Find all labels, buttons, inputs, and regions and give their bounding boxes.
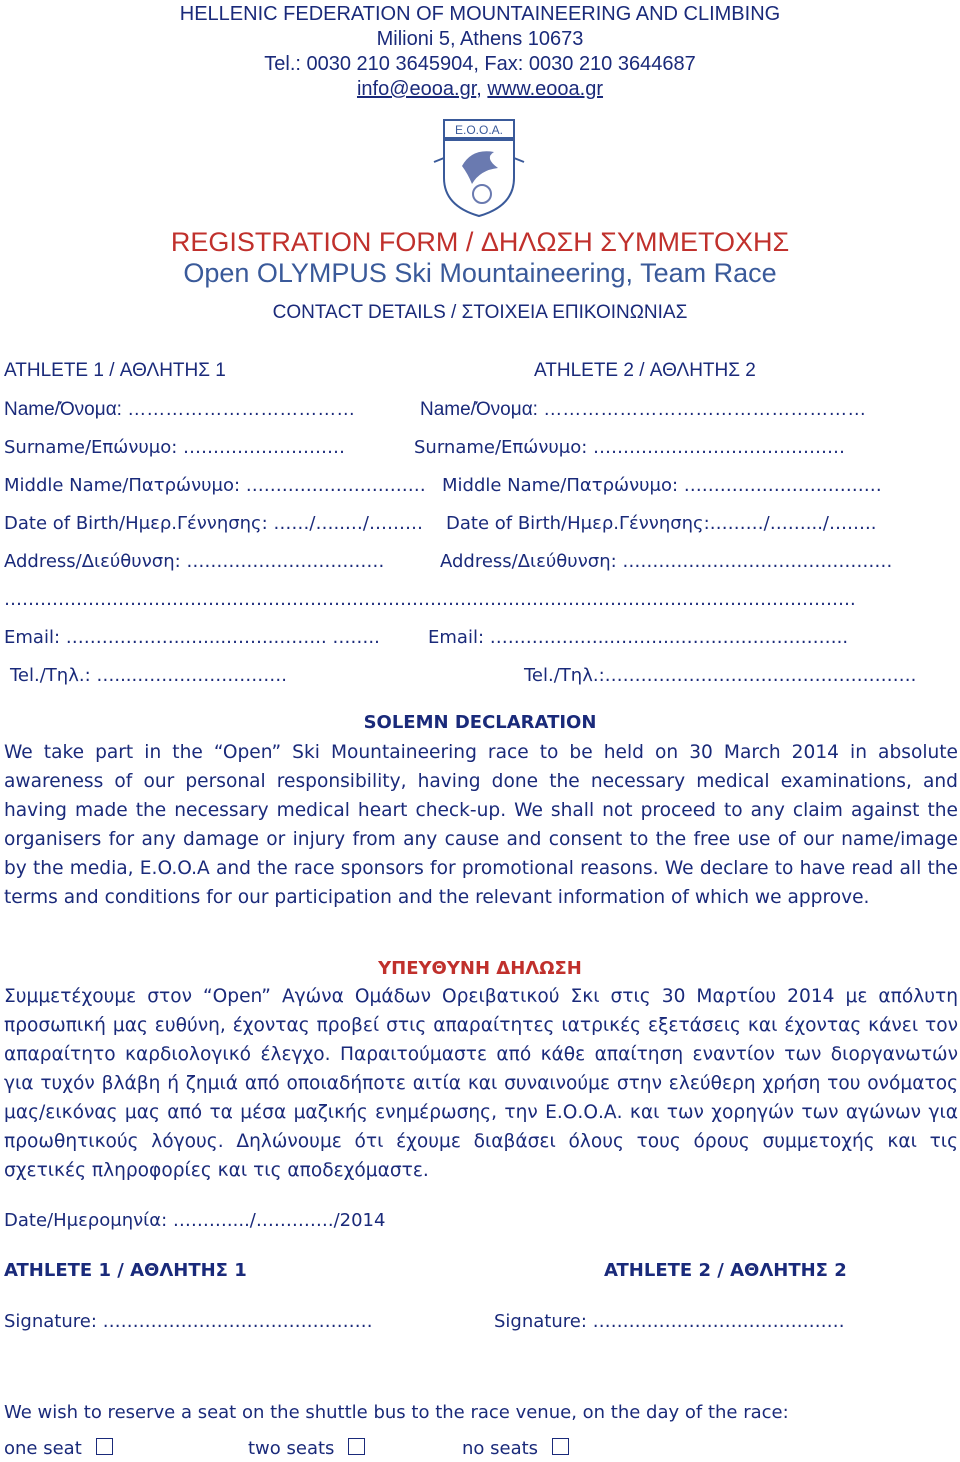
declaration-gr-part-b: Παραιτούμαστε από κάθε απαίτηση εναντίον των διοργανωτών για τυχόν βλάβη ή ζημιά από οποιαδήποτε αιτία και συναινούμε στην ελεύθερη χρήση του ονόματος μας/εικόνας μας από τα μέσα μαζικής ενημέρωσης, την Ε.Ο.Ο.Α. και των χορηγών των αγώνων για προωθητικούς λόγους. — [4, 1044, 958, 1152]
athlete-2-dob-field[interactable]: Date of Birth/Ημερ.Γέννησης:………/…….../…….. — [446, 513, 877, 534]
event-subtitle: Open OLYMPUS Ski Mountaineering, Team Race — [183, 258, 777, 288]
athlete-1-dob-field[interactable]: Date of Birth/Ημερ.Γέννησης: ……/…..…/……… — [4, 513, 423, 534]
federation-logo — [432, 118, 526, 218]
athlete-1-name-field[interactable]: Name/Όνομα: ……………………………… — [4, 399, 356, 420]
date-field[interactable]: Date/Ημερομηνία: ………..../…………./2014 — [4, 1210, 386, 1231]
athlete-1-surname-field[interactable]: Surname/Επώνυμο: ……………………… — [4, 437, 346, 458]
athlete-2-address-field[interactable]: Address/Διεύθυνση: ……………………………………… — [440, 551, 893, 572]
signature-athlete-1-heading: ATHLETE 1 / ΑΘΛΗΤΗΣ 1 — [4, 1260, 247, 1281]
signature-1-field[interactable]: Signature: ……………………………………… — [4, 1311, 373, 1332]
greek-declaration-heading: ΥΠΕΥΘΥΝΗ ΔΗΛΩΣΗ — [378, 958, 582, 979]
shuttle-option-one-seat[interactable] — [4, 1438, 113, 1459]
athlete-2-name-field[interactable]: Name/Όνομα: …………………………………………… — [420, 399, 867, 420]
declaration-en-part-a: We take part in the “Open” Ski Mountaineering race to be held on 30 March 2014 in absolute awareness of our personal responsibility, having done the necessary medical examinations, and having made the necessary medical heart check-up. — [4, 742, 958, 821]
shuttle-question: We wish to reserve a seat on the shuttle bus to the race venue, on the day of the race: — [4, 1402, 789, 1423]
declaration-en-part-b: We shall not proceed to any claim against the organisers for any damage or injury from any cause and consent to the free use of our name/image by the media, E.O.O.A and the race sponsors for promotional reasons. — [4, 800, 958, 879]
greek-declaration-text — [4, 982, 958, 1185]
athlete-2-heading: ATHLETE 2 / ΑΘΛΗΤΗΣ 2 — [534, 360, 756, 381]
shuttle-option-two-seats[interactable] — [248, 1438, 365, 1459]
option-label: two seats — [248, 1438, 335, 1459]
signature-athlete-2-heading: ATHLETE 2 / ΑΘΛΗΤΗΣ 2 — [604, 1260, 847, 1281]
checkbox-icon[interactable] — [348, 1438, 365, 1455]
declaration-gr-part-a: Συμμετέχουμε στον “Open” Αγώνα Ομάδων Ορειβατικού Σκι στις 30 Μαρτίου 2014 με απόλυτη προσωπική μας ευθύνη, έχοντας προβεί στις απαραίτητες ιατρικές εξετάσεις και έχοντας κάνει τον απαραίτητο καρδιολογικό έλεγχο. — [4, 986, 958, 1065]
athlete-1-heading: ATHLETE 1 / ΑΘΛΗΤΗΣ 1 — [4, 360, 226, 381]
athlete-1-email-field[interactable]: Email: ………………..…....……...…….. …….. — [4, 627, 380, 648]
declaration-gr-part-c: Δηλώνουμε ότι έχουμε διαβάσει όλους τους όρους συμμετοχής και τις σχετικές πληροφορίες και τις αποδεχόμαστε. — [4, 1131, 959, 1181]
declaration-en-part-c: We declare to have read all the terms and conditions for our participation and the relevant information of which we approve. — [4, 858, 958, 908]
signature-2-field[interactable]: Signature: …………………………………… — [494, 1311, 845, 1332]
org-name: HELLENIC FEDERATION OF MOUNTAINEERING AND CLIMBING — [179, 3, 781, 25]
email-link[interactable]: info@eooa.gr — [356, 78, 477, 100]
athlete-2-surname-field[interactable]: Surname/Επώνυμο: …………………………………… — [414, 437, 846, 458]
org-contact-links — [0, 77, 960, 102]
link-separator: , — [476, 78, 488, 100]
option-label: one seat — [4, 1438, 82, 1459]
solemn-declaration-heading: SOLEMN DECLARATION — [363, 712, 597, 733]
checkbox-icon[interactable] — [552, 1438, 569, 1455]
org-address: Milioni 5, Athens 10673 — [376, 28, 584, 50]
solemn-declaration-text — [4, 738, 958, 912]
form-title: REGISTRATION FORM / ΔΗΛΩΣΗ ΣΥΜΜΕΤΟΧΗΣ — [170, 227, 790, 257]
org-phone: Tel.: 0030 210 3645904, Fax: 0030 210 3644687 — [264, 53, 696, 75]
shuttle-option-no-seats[interactable] — [462, 1438, 569, 1459]
athlete-1-middle-name-field[interactable]: Middle Name/Πατρώνυμο: ………………………… — [4, 475, 426, 496]
athlete-1-tel-field[interactable]: Tel./Τηλ.: …....……………………. — [10, 665, 287, 686]
athlete-2-tel-field[interactable]: Tel./Τηλ.:……………………………………………. — [524, 665, 917, 686]
athlete-1-address-field[interactable]: Address/Διεύθυνση: …………………………… — [4, 551, 385, 572]
option-label: no seats — [462, 1438, 539, 1459]
website-link[interactable]: www.eooa.gr — [487, 78, 604, 100]
logo-text: E.O.O.A. — [454, 123, 504, 137]
athlete-2-middle-name-field[interactable]: Middle Name/Πατρώνυμο: …………………………… — [442, 475, 882, 496]
checkbox-icon[interactable] — [96, 1438, 113, 1455]
address-continuation-line[interactable]: ……………………………………………………………………………………………………………………………. — [4, 589, 856, 610]
athlete-2-email-field[interactable]: Email: ………………..………..……………………….. — [428, 627, 849, 648]
contact-heading: CONTACT DETAILS / ΣΤΟΙΧΕΙΑ ΕΠΙΚΟΙΝΩΝΙΑΣ — [272, 302, 688, 323]
